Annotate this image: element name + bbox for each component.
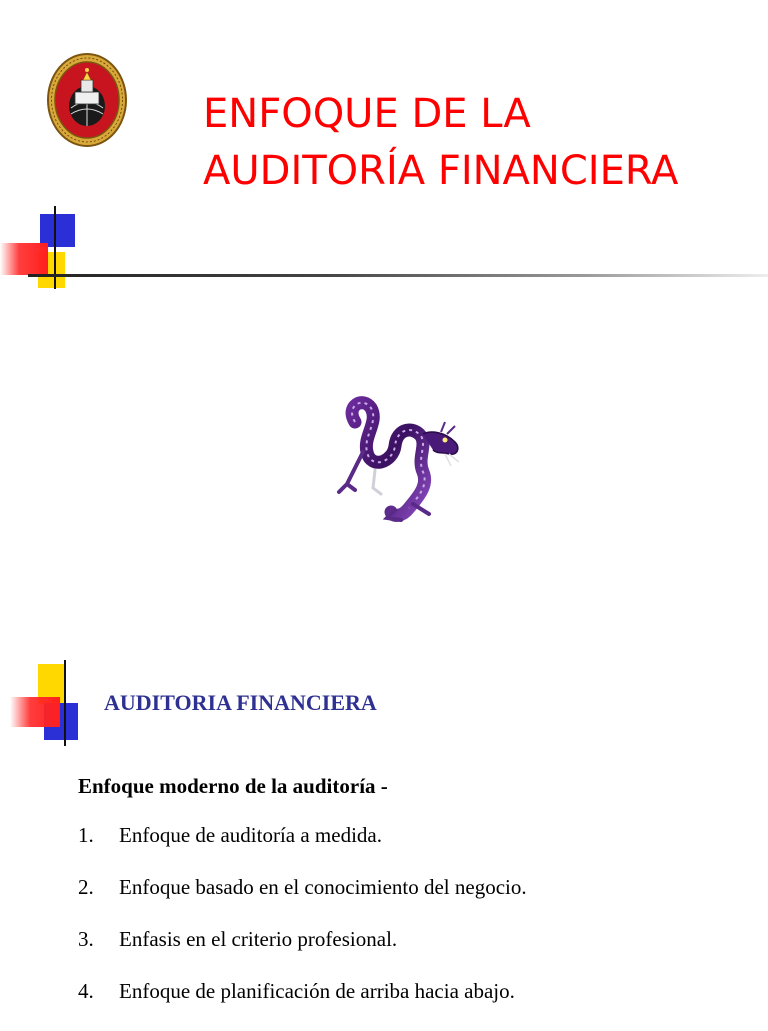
numbered-list: [78, 823, 527, 1031]
university-seal-logo: [47, 52, 127, 148]
list-item: [78, 927, 527, 979]
slide-title: [203, 86, 678, 200]
title-rule: [28, 274, 768, 277]
list-item-text: Enfoque de auditoría a medida.: [119, 823, 382, 847]
title-line-1: ENFOQUE DE LA: [203, 91, 531, 137]
decor-red-square: [10, 697, 60, 727]
list-item-text: Enfoque basado en el conocimiento del negocio.: [119, 875, 527, 899]
decor-vertical-line: [64, 660, 66, 746]
list-item-number: 4.: [78, 979, 94, 1003]
list-item-text: Enfoque de planificación de arriba hacia abajo.: [119, 979, 515, 1003]
dragon-icon: [333, 392, 469, 528]
decor-red-square: [0, 243, 48, 275]
list-item-number: 1.: [78, 823, 94, 847]
list-item-number: 3.: [78, 927, 94, 951]
title-line-2: AUDITORÍA FINANCIERA: [203, 148, 679, 194]
slide-subheading: Enfoque moderno de la auditoría -: [78, 774, 388, 798]
list-item: [78, 823, 527, 875]
list-item: [78, 875, 527, 927]
slide-heading: AUDITORIA FINANCIERA: [104, 690, 377, 715]
list-item-text: Enfasis en el criterio profesional.: [119, 927, 398, 951]
list-item-number: 2.: [78, 875, 94, 899]
list-item: [78, 979, 527, 1031]
